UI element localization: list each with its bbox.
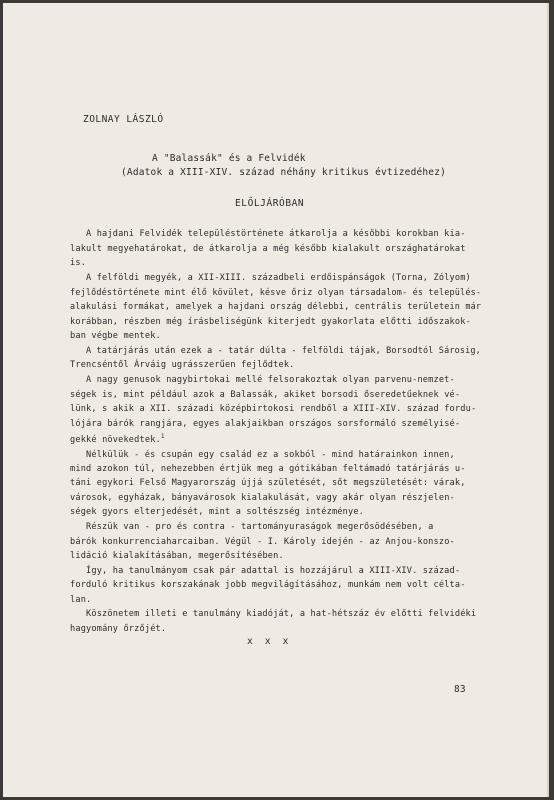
- body-line: Trencséntől Árváig ugrásszerűen fejlődtek.: [70, 360, 295, 370]
- body-line: lójára bárók rangjára, egyes alakjaikban országos sorsformáló személyisé-: [70, 419, 461, 429]
- body-line: ban végbe mentek.: [70, 331, 161, 341]
- body-line: ségek gyors elterjedését, mint a soltészség intézménye.: [70, 507, 365, 517]
- body-line: ségek is, mint például azok a Balassák, akiket borsodi őseredetűeknek vé-: [70, 390, 461, 400]
- body-line: mind azokon túl, nehezebben értjük meg a gótikában feltámadó tatárjárás u-: [70, 464, 466, 474]
- body-line: A nagy genusok nagybirtokai mellé felsorakoztak olyan parvenu-nemzet-: [86, 375, 455, 385]
- article-title: A "Balassák" és a Felvidék: [152, 153, 306, 164]
- body-line: Részük van - pro és contra - tartományuraságok megerősödésében, a: [86, 522, 434, 532]
- body-line: városok, egyházak, bányavárosok kialakulását, vagy akár olyan részjelen-: [70, 493, 455, 503]
- body-line: lan.: [70, 595, 92, 605]
- body-line: bárók konkurrenciaharcaiban. Végül - I. Károly idején - az Anjou-konszo-: [70, 537, 455, 547]
- section-separator: x x x: [247, 636, 289, 647]
- author-name: ZOLNAY LÁSZLÓ: [83, 114, 164, 125]
- body-line: Így, ha tanulmányom csak pár adattal is hozzájárul a XIII-XIV. század-: [86, 566, 461, 576]
- section-heading: ELŐLJÁRÓBAN: [235, 198, 305, 209]
- document-page: [3, 3, 549, 797]
- body-line: Köszönetem illeti e tanulmány kiadóját, a hat-hétszáz év előtti felvidéki: [86, 609, 477, 619]
- body-line: korábban, részben még írásbeliségünk kiterjedt gyakorlata előtti időszakok-: [70, 317, 471, 327]
- body-line: hagyomány őrzőjét.: [70, 624, 167, 634]
- body-line: alakulási formákat, amelyek a hajdani ország délebbi, centrális területein már: [70, 302, 482, 312]
- body-line: gekké növekedtek.$^1$: [70, 433, 165, 445]
- page-number: 83: [454, 684, 466, 695]
- body-line: lakult megyehatárokat, de átkarolja a még később kialakult országhatárokat: [70, 244, 466, 254]
- body-line: A felföldi megyék, a XII-XIII. századbeli erdőispánságok (Torna, Zólyom): [86, 273, 471, 283]
- footnote-marker: 1: [160, 433, 165, 440]
- body-line: Nélkülük - és csupán egy család ez a sokból - mind határainkon innen,: [86, 450, 455, 460]
- body-line: A hajdani Felvidék településtörténete átkarolja a későbbi korokban kia-: [86, 229, 466, 239]
- body-line: A tatárjárás után ezek a - tatár dúlta - felföldi tájak, Borsodtól Sárosig,: [86, 346, 481, 356]
- body-line: fejlődéstörténete mint élő kövület, késve őriz olyan társadalom- és település-: [70, 288, 482, 298]
- body-line: is.: [70, 258, 87, 268]
- article-subtitle: (Adatok a XIII-XIV. század néhány kritikus évtizedéhez): [121, 167, 447, 178]
- body-line: lünk, s akik a XII. századi középbirtokosi rendből a XIII-XIV. század fordu-: [70, 404, 477, 414]
- body-line: táni egykori Felső Magyarország újjá születését, sőt megszületését: várak,: [70, 478, 466, 488]
- body-text: [3, 3, 547, 797]
- body-line: lidáció kialakításában, megerősítésében.: [70, 551, 284, 561]
- body-line: forduló kritikus korszakának jobb megvilágításához, munkám nem volt célta-: [70, 580, 466, 590]
